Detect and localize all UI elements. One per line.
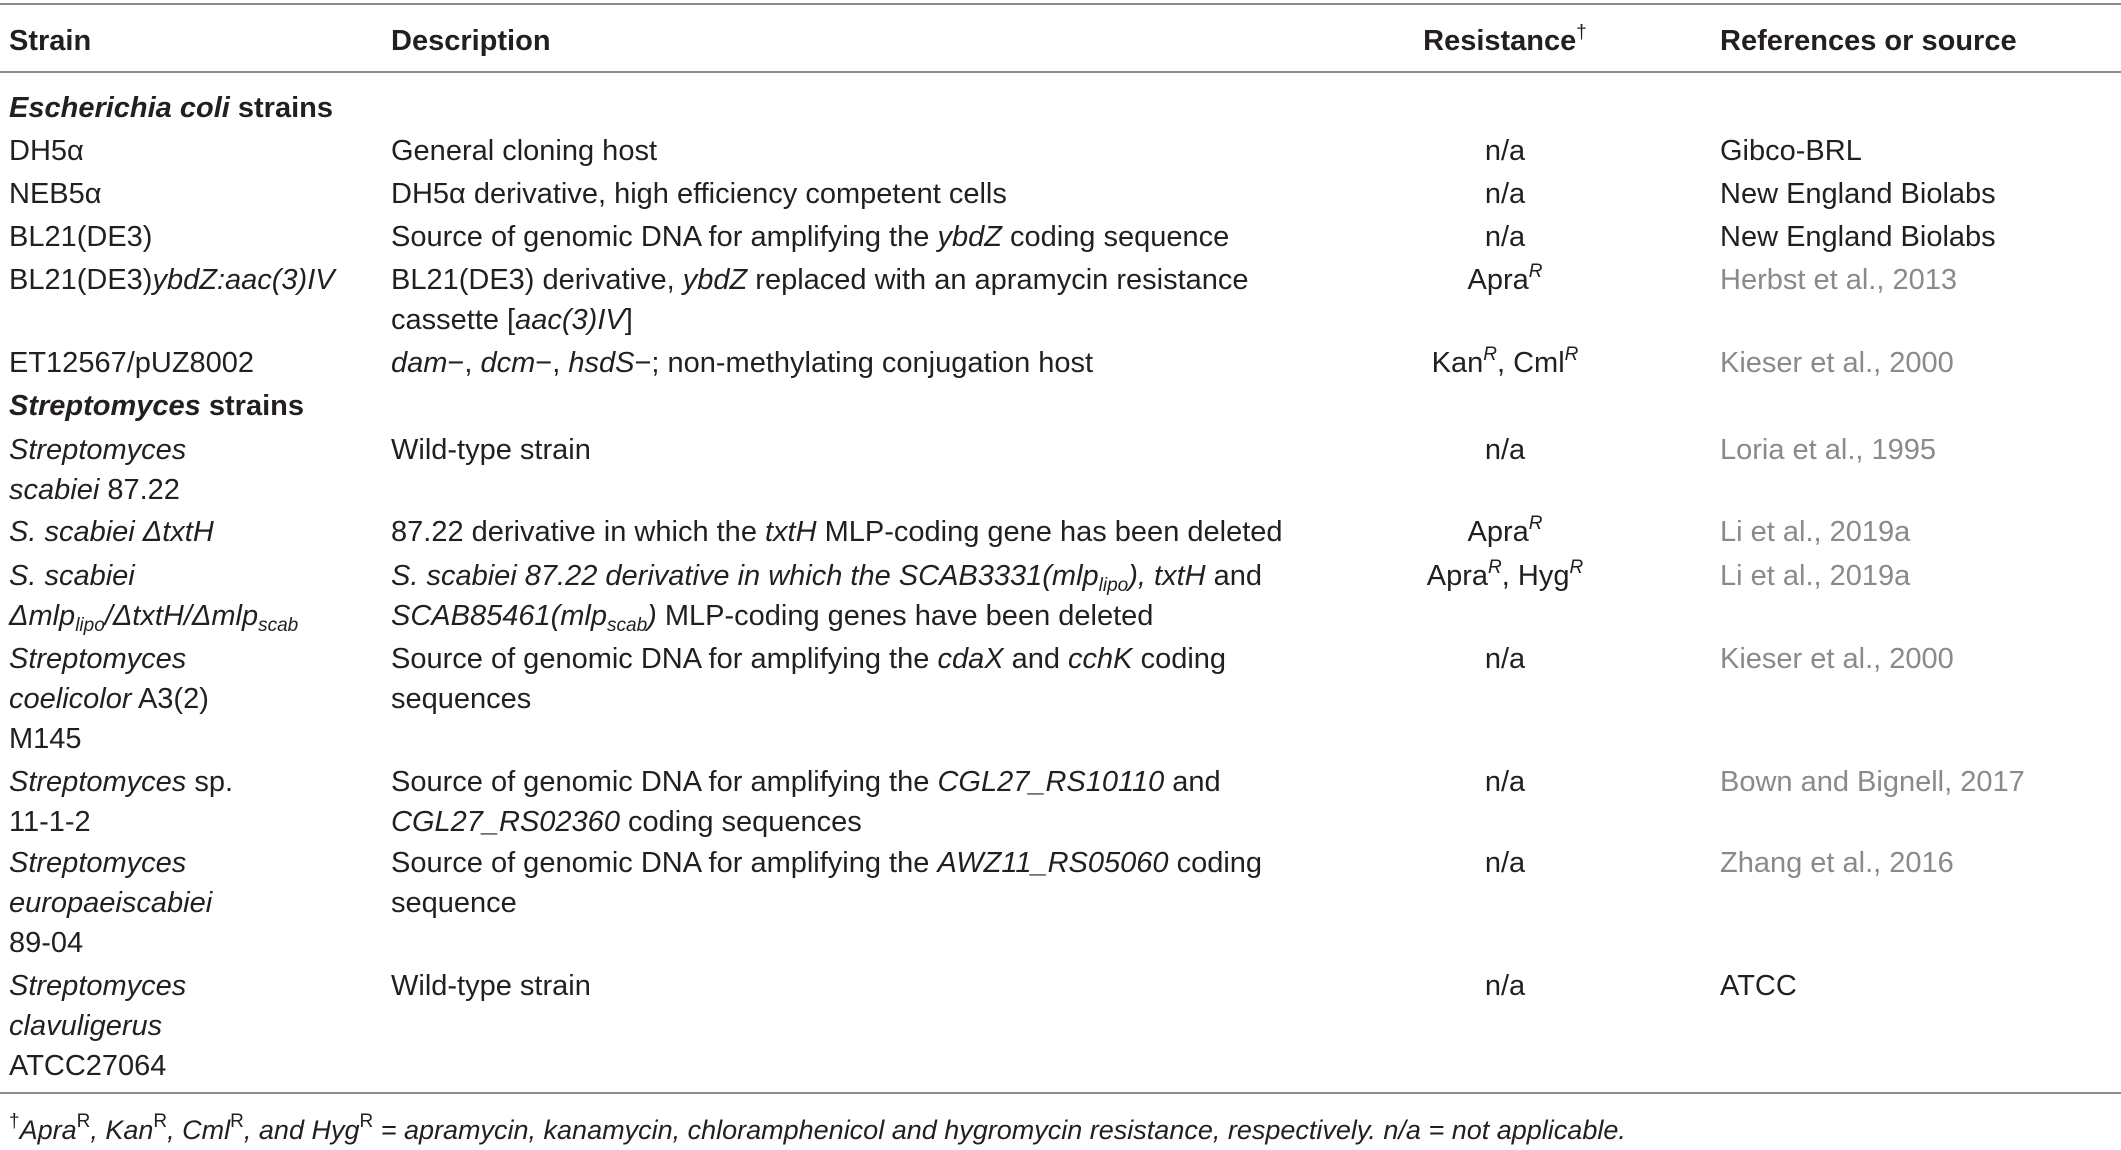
header-description: Description [391,25,551,57]
strain-reference-citation[interactable]: Loria et al., 1995 [1720,434,1937,466]
strain-reference: Gibco-BRL [1720,135,1862,167]
strain-name: Streptomyces sp. 11-1-2 [9,766,234,838]
strain-description: Source of genomic DNA for amplifying the AWZ11_RS05060 coding sequence [391,847,1263,919]
strain-name: DH5α [9,135,84,167]
strain-description: Source of genomic DNA for amplifying the ybdZ coding sequence [391,221,1230,253]
strain-description: Source of genomic DNA for amplifying the CGL27_RS10110 and CGL27_RS02360 coding sequences [391,766,1221,838]
strain-description: BL21(DE3) derivative, ybdZ replaced with an apramycin resistance cassette [aac(3)IV] [391,264,1249,336]
strain-name: NEB5α [9,178,102,210]
strain-name: S. scabiei ΔtxtH [9,516,214,548]
strain-reference-citation[interactable]: Kieser et al., 2000 [1720,347,1954,379]
header-strain: Strain [9,25,92,57]
section-strep-genus: Streptomyces [9,390,201,422]
strain-name: Streptomyces coelicolor A3(2) M145 [9,643,209,755]
strain-resistance: n/a [1484,135,1526,167]
strain-resistance: n/a [1484,847,1526,879]
header-rule [0,71,2121,73]
strain-resistance: n/a [1484,970,1526,1002]
strain-resistance: Kan$^R$, Cml$^R$ [1431,344,1579,379]
strain-description: S. scabiei 87.22 derivative in which the SCAB3331(mlp$_{lipo}$), txtH and SCAB85461(mlp$_{scab}$) MLP-coding genes have been deleted [391,560,1263,636]
section-strep-label: strains [200,390,304,422]
strain-resistance: Apra$^R$ [1467,513,1543,548]
strain-name: S. scabiei Δmlp$_{lipo}$/ΔtxtH/Δmlp$_{scab}$ [9,560,299,636]
strain-name: BL21(DE3)ybdZ:aac(3)IV [9,264,335,296]
strain-reference-citation[interactable]: Kieser et al., 2000 [1720,643,1954,675]
strain-resistance: n/a [1484,434,1526,466]
strain-description: DH5α derivative, high efficiency competent cells [391,178,1007,210]
strain-description: Wild-type strain [391,434,591,466]
strain-name: BL21(DE3) [9,221,153,253]
header-references: References or source [1720,25,2017,57]
strain-reference-citation[interactable]: Bown and Bignell, 2017 [1720,766,2025,798]
strain-description: 87.22 derivative in which the txtH MLP-coding gene has been deleted [391,516,1283,548]
strain-resistance: n/a [1484,178,1526,210]
top-rule [0,3,2121,5]
strain-reference: New England Biolabs [1720,221,1996,253]
strain-resistance: Apra$^R$, Hyg$^R$ [1426,557,1584,592]
strain-reference: New England Biolabs [1720,178,1996,210]
strain-reference-citation[interactable]: Zhang et al., 2016 [1720,847,1954,879]
strain-reference-citation[interactable]: Herbst et al., 2013 [1720,264,1957,296]
header-resistance: Resistance† [1423,22,1587,57]
bottom-rule [0,1092,2121,1094]
section-ecoli-label: strains [229,92,333,124]
strain-name: Streptomyces clavuligerus ATCC27064 [9,970,187,1082]
strain-name: Streptomyces scabiei 87.22 [9,434,187,506]
strain-reference-citation[interactable]: Li et al., 2019a [1720,516,1911,548]
strain-resistance: n/a [1484,766,1526,798]
strain-name: Streptomyces europaeiscabiei 89-04 [9,847,213,959]
strain-description: Source of genomic DNA for amplifying the cdaX and cchK coding sequences [391,643,1227,715]
strain-reference: ATCC [1720,970,1797,1002]
strain-resistance: n/a [1484,643,1526,675]
table-footnote: †Apra$^R$, Kan$^R$, Cml$^R$, and Hyg$^R$ = apramycin, kanamycin, chloramphenicol and hygromycin resistance, respectively. n/a = not applicable. [9,1111,1626,1145]
section-ecoli-genus: Escherichia coli [9,92,230,124]
strain-resistance: n/a [1484,221,1526,253]
strain-reference-citation[interactable]: Li et al., 2019a [1720,560,1911,592]
strain-description: Wild-type strain [391,970,591,1002]
strain-resistance: Apra$^R$ [1467,261,1543,296]
strain-description: dam−, dcm−, hsdS−; non-methylating conjugation host [391,347,1094,379]
strain-name: ET12567/pUZ8002 [9,347,255,379]
strain-description: General cloning host [391,135,657,167]
